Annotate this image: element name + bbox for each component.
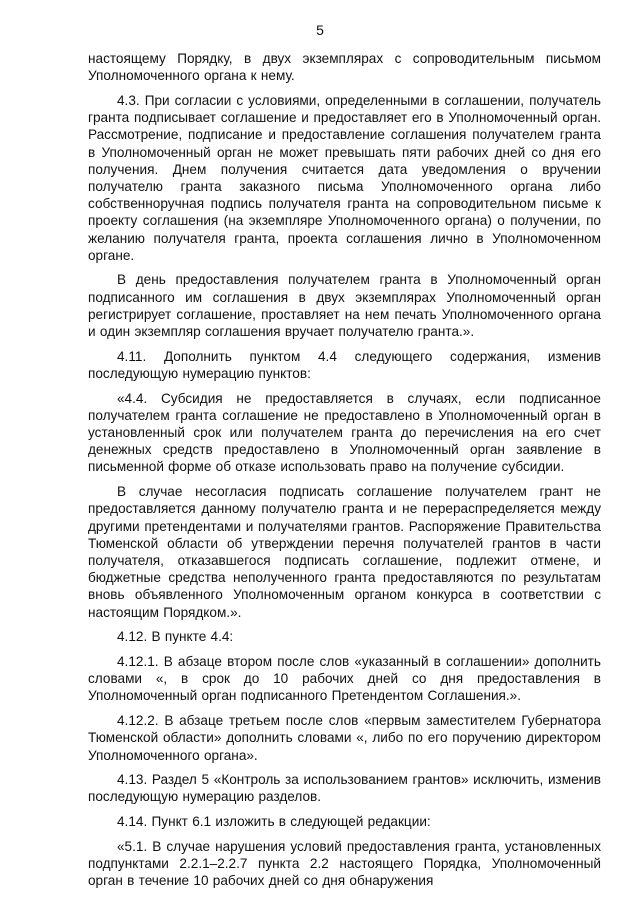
paragraph-4-14: 4.14. Пункт 6.1 изложить в следующей редакции: [117, 814, 431, 830]
page-number: 5 [316, 22, 324, 38]
paragraph-disagreement: В случае несогласия подписать соглашение получателем грант не предоставляется данному получателю гранта и не перераспределяется между другими претендентами и получателями грантов. Распоряжение Правительства Тюменской области об утверждении перечня получателей грантов в части получателя, отказавшегося подписать соглашение, подлежит отмене, и бюджетные средства неполученного гранта предоставляются по результатам вновь объявленного Уполномоченным органом конкурса в соответствии с настоящим Порядком.». [88, 484, 601, 620]
paragraph-4-4-quote: «4.4. Субсидия не предоставляется в случаях, если подписанное получателем гранта соглашение не предоставлено в Уполномоченный орган в установленный срок или получателем гранта до перечисления на его счет денежных средств предоставлено в Уполномоченный орган заявление в письменной форме об отказе использовать право на получение субсидии. [88, 390, 601, 475]
paragraph-continuation: настоящему Порядку, в двух экземплярах с сопроводительным письмом Уполномоченного органа к нему. [88, 51, 601, 84]
paragraph-5-1-quote: «5.1. В случае нарушения условий предоставления гранта, установленных подпунктами 2.2.1–2.2.7 пункта 2.2 настоящего Порядка, Уполномоченный орган в течение 10 рабочих дней со дня обнаружения [88, 838, 601, 889]
document-body [88, 50, 601, 897]
paragraph-registration: В день предоставления получателем гранта в Уполномоченный орган подписанного им соглашения в двух экземплярах Уполномоченный орган регистрирует соглашение, проставляет на нем печать Уполномоченного органа и один экземпляр соглашения вручает получателю гранта.». [88, 272, 601, 340]
paragraph-4-12: 4.12. В пункте 4.4: [117, 629, 234, 645]
paragraph-4-12-2: 4.12.2. В абзаце третьем после слов «первым заместителем Губернатора Тюменской области» дополнить словами «, либо по его поручению директором Уполномоченного органа». [88, 713, 601, 763]
paragraph-4-3: 4.3. При согласии с условиями, определенными в соглашении, получатель гранта подписывает соглашение и предоставляет его в Уполномоченный орган. Рассмотрение, подписание и предоставление соглашения получателем гранта в Уполномоченный орган не может превышать пяти рабочих дней со дня его получения. Днем получения считается дата уведомления о вручении получателю гранта заказного письма Уполномоченного органа либо собственноручная подпись получателя гранта на сопроводительном письме к проекту соглашения (на экземпляре Уполномоченного органа) о получении, по желанию получателя гранта, проекта соглашения лично в Уполномоченном органе. [88, 92, 601, 263]
paragraph-4-11: 4.11. Дополнить пунктом 4.4 следующего содержания, изменив последующую нумерацию пунктов: [88, 348, 601, 381]
paragraph-4-13: 4.13. Раздел 5 «Контроль за использованием грантов» исключить, изменив последующую нумерацию разделов. [88, 772, 601, 805]
paragraph-4-12-1: 4.12.1. В абзаце втором после слов «указанный в соглашении» дополнить словами «, в срок до 10 рабочих дней со дня предоставления в Уполномоченный орган подписанного Претендентом Соглашения.». [88, 654, 601, 704]
